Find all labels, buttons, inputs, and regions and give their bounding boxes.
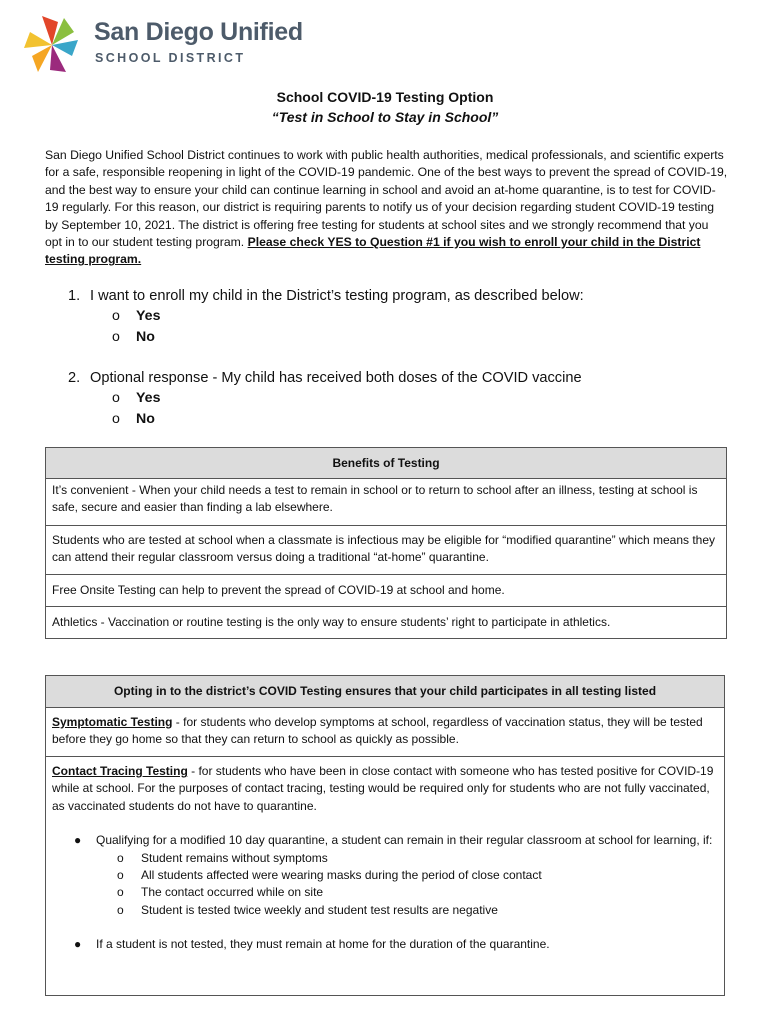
- sub-bullet-icon: o: [117, 868, 124, 883]
- sub-bullet-icon: o: [117, 885, 124, 900]
- benefit-row-convenient: It’s convenient - When your child needs a test to remain in school or to return to school after an illness, testing at school is safe, secure and easier than finding a lab elsewhere.: [46, 479, 726, 526]
- sdusd-star-logo-icon: [20, 12, 84, 78]
- symptomatic-testing-term: Symptomatic Testing: [52, 715, 173, 729]
- question-text: I want to enroll my child in the District’s testing program, as described below:: [90, 288, 584, 304]
- logo-subtitle: SCHOOL DISTRICT: [95, 51, 246, 65]
- question-1: [68, 286, 584, 306]
- question-text: Optional response - My child has received both doses of the COVID vaccine: [90, 370, 582, 386]
- bullet-icon: ●: [74, 937, 82, 952]
- option-circle-icon: o: [112, 329, 120, 345]
- benefit-row-free-onsite: Free Onsite Testing can help to prevent the spread of COVID-19 at school and home.: [46, 575, 726, 607]
- benefit-row-athletics: Athletics - Vaccination or routine testing is the only way to ensure students’ right to participate in athletics.: [52, 615, 611, 629]
- question-number: 1.: [68, 288, 81, 304]
- optin-table-header: Opting in to the district’s COVID Testing ensures that your child participates in all testing listed: [46, 676, 724, 708]
- benefits-table-header: Benefits of Testing: [46, 448, 726, 479]
- symptomatic-testing-text: - for students who develop symptoms at school, regardless of vaccination status, they will be tested before they go home so that they can return to school as quickly as possible.: [52, 715, 703, 747]
- intro-body: San Diego Unified School District continues to work with public health authorities, medical professionals, and scientific experts for a safe, responsible reopening in light of the COVID-19 pandemic. One of the best ways to prevent the spread of COVID-19, and the best way to ensure your child can continue learning in school and avoid an at-home quarantine, is to test for COVID-19 regularly. For this reason, our district is requiring parents to notify us of your decision regarding student COVID-19 testing by September 10, 2021. The district is offering free testing for students at school sites and we strongly recommend that you opt in to our student testing program.: [45, 148, 728, 250]
- district-logo: [20, 12, 320, 80]
- not-tested-bullet: ● If a student is not tested, they must remain at home for the duration of the quarantine.: [52, 936, 718, 953]
- option-circle-icon: o: [112, 308, 120, 324]
- contact-tracing-row: [46, 757, 724, 954]
- option-circle-icon: o: [112, 390, 120, 406]
- sub-bullet-icon: o: [117, 850, 124, 865]
- benefits-table: [45, 447, 727, 639]
- condition-list-item: o The contact occurred while on site: [52, 884, 718, 901]
- bullet-icon: ●: [74, 833, 82, 848]
- sub-bullet-icon: o: [117, 902, 124, 917]
- benefit-row-modified-quarantine: Students who are tested at school when a classmate is infectious may be eligible for “modified quarantine” which means they can attend their regular classroom versus doing a traditional “at-home” quarantine.: [46, 526, 726, 575]
- document-title: School COVID-19 Testing Option: [276, 89, 494, 105]
- contact-tracing-term: Contact Tracing Testing: [52, 764, 188, 778]
- option-circle-icon: o: [112, 411, 120, 427]
- question-1-option-yes[interactable]: o Yes: [112, 308, 161, 324]
- logo-title: San Diego Unified: [94, 18, 303, 46]
- contact-tracing-paragraph: [52, 763, 718, 815]
- intro-emphasis: Please check YES to Question #1 if you wish to enroll your child in the District testing program.: [45, 235, 701, 267]
- question-2: [68, 368, 582, 388]
- intro-paragraph: [45, 147, 728, 269]
- quarantine-bullet: ● Qualifying for a modified 10 day quarantine, a student can remain in their regular classroom at school for learning, if:: [52, 832, 718, 849]
- question-2-option-yes[interactable]: o Yes: [112, 390, 161, 406]
- condition-list-item: o All students affected were wearing masks during the period of close contact: [52, 867, 718, 884]
- question-2-option-no[interactable]: o No: [112, 411, 155, 427]
- document-subtitle: “Test in School to Stay in School”: [271, 109, 499, 125]
- contact-tracing-text: - for students who have been in close contact with someone who has tested positive for COVID-19 while at school. For the purposes of contact tracing, testing would be required only for students who are not fully vaccinated, as vaccinated students do not have to quarantine.: [52, 764, 714, 813]
- question-number: 2.: [68, 370, 81, 386]
- condition-list-item: o Student is tested twice weekly and student test results are negative: [52, 902, 718, 919]
- condition-list-item: o Student remains without symptoms: [52, 850, 718, 867]
- optin-table: [45, 675, 725, 996]
- question-1-option-no[interactable]: o No: [112, 329, 155, 345]
- symptomatic-testing-row: [46, 708, 724, 757]
